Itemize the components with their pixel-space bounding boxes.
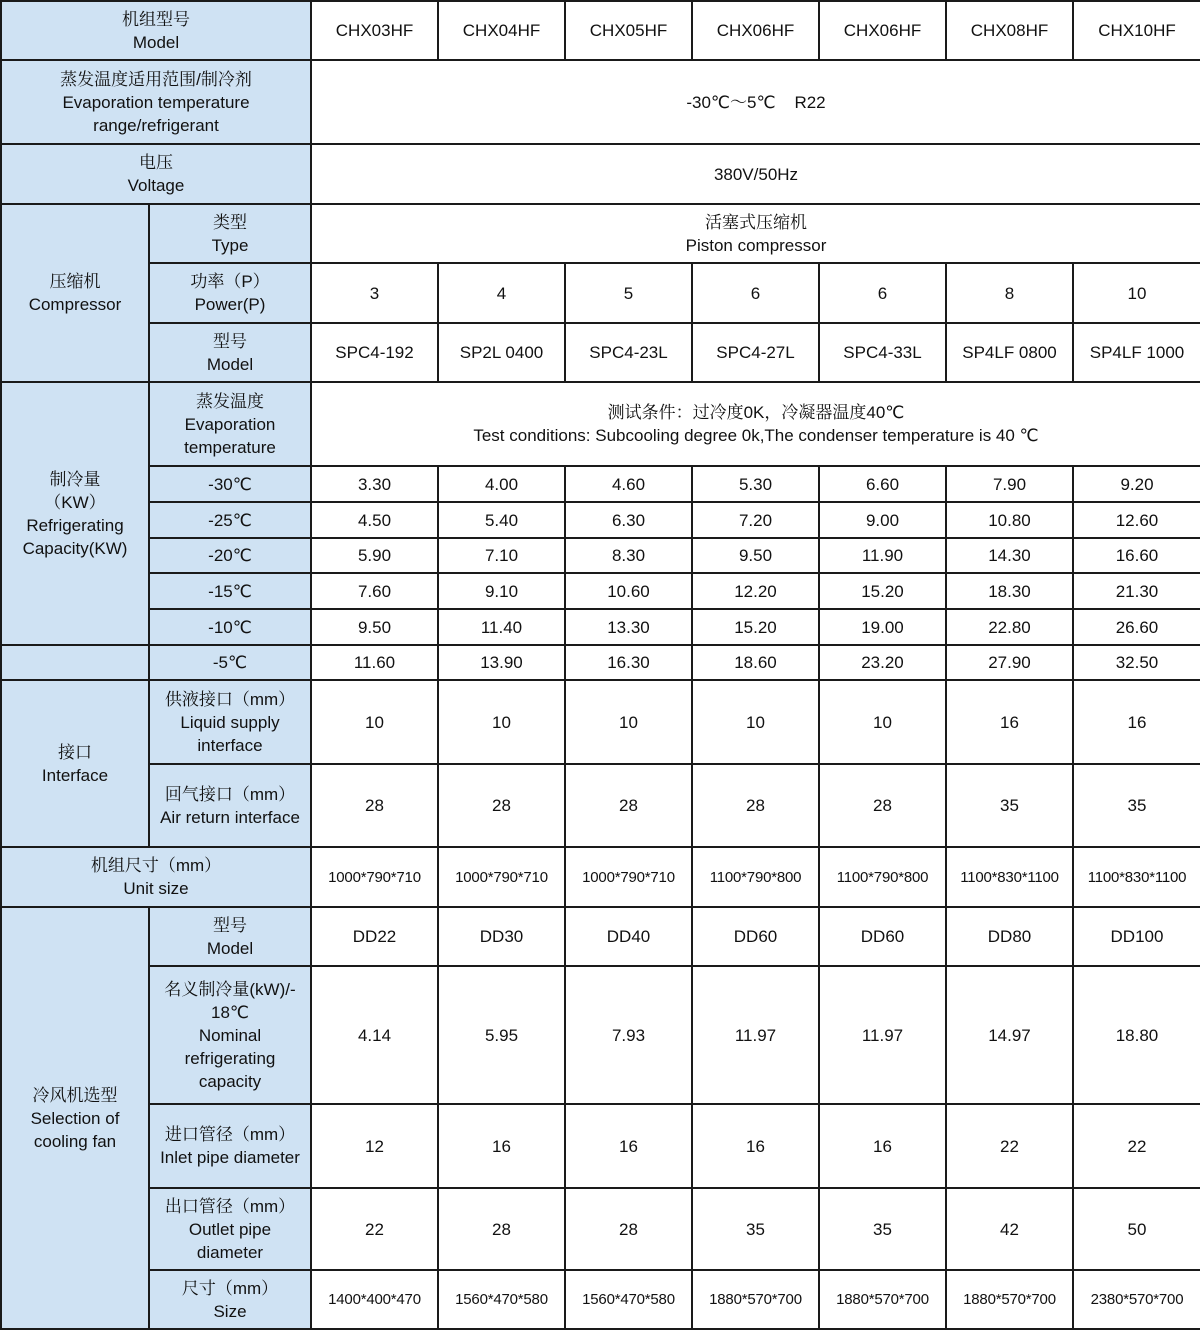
capacity-temp: -30℃ bbox=[149, 466, 311, 502]
liquid-supply-label: 供液接口（mm） Liquid supply interface bbox=[149, 680, 311, 764]
capacity-cell: 14.30 bbox=[946, 538, 1073, 573]
compressor-model-cell: SP4LF 0800 bbox=[946, 323, 1073, 382]
voltage-value: 380V/50Hz bbox=[311, 144, 1200, 204]
compressor-power-label: 功率（P） Power(P) bbox=[149, 263, 311, 323]
power-cell: 10 bbox=[1073, 263, 1200, 323]
capacity-cell: 9.00 bbox=[819, 502, 946, 538]
liquid-cell: 16 bbox=[946, 680, 1073, 764]
power-cell: 8 bbox=[946, 263, 1073, 323]
row-capacity bbox=[1, 466, 1200, 502]
unit-size-cell: 1100*830*1100 bbox=[946, 847, 1073, 907]
fan-model-cell: DD60 bbox=[819, 907, 946, 966]
row-interface-return bbox=[1, 764, 1200, 847]
fan-model-label: 型号 Model bbox=[149, 907, 311, 966]
compressor-model-cell: SP2L 0400 bbox=[438, 323, 565, 382]
capacity-cell: 9.50 bbox=[311, 609, 438, 645]
capacity-cell: 10.60 bbox=[565, 573, 692, 609]
unit-size-cell: 1100*790*800 bbox=[692, 847, 819, 907]
compressor-model-label: 型号 Model bbox=[149, 323, 311, 382]
model-col: CHX03HF bbox=[311, 1, 438, 60]
return-cell: 28 bbox=[311, 764, 438, 847]
row-fan-outlet bbox=[1, 1188, 1200, 1270]
capacity-cell: 9.20 bbox=[1073, 466, 1200, 502]
compressor-type-value: 活塞式压缩机 Piston compressor bbox=[311, 204, 1200, 263]
unit-size-label: 机组尺寸（mm） Unit size bbox=[1, 847, 311, 907]
liquid-cell: 10 bbox=[565, 680, 692, 764]
fan-size-cell: 1560*470*580 bbox=[438, 1270, 565, 1329]
row-compressor-power bbox=[1, 263, 1200, 323]
capacity-cell: 4.50 bbox=[311, 502, 438, 538]
capacity-cell: 10.80 bbox=[946, 502, 1073, 538]
row-compressor-type bbox=[1, 204, 1200, 263]
power-cell: 6 bbox=[692, 263, 819, 323]
unit-size-cell: 1000*790*710 bbox=[311, 847, 438, 907]
return-cell: 28 bbox=[438, 764, 565, 847]
inlet-cell: 16 bbox=[438, 1104, 565, 1188]
model-col: CHX06HF bbox=[692, 1, 819, 60]
row-capacity bbox=[1, 573, 1200, 609]
fan-size-label: 尺寸（mm） Size bbox=[149, 1270, 311, 1329]
inlet-cell: 16 bbox=[819, 1104, 946, 1188]
liquid-cell: 10 bbox=[438, 680, 565, 764]
capacity-cell: 5.30 bbox=[692, 466, 819, 502]
capacity-temp: -15℃ bbox=[149, 573, 311, 609]
row-capacity bbox=[1, 502, 1200, 538]
inlet-cell: 22 bbox=[946, 1104, 1073, 1188]
row-capacity bbox=[1, 538, 1200, 573]
outlet-cell: 35 bbox=[819, 1188, 946, 1270]
row-evap-range bbox=[1, 60, 1200, 144]
return-cell: 28 bbox=[819, 764, 946, 847]
return-cell: 35 bbox=[946, 764, 1073, 847]
model-label: 机组型号 Model bbox=[1, 1, 311, 60]
fan-size-cell: 2380*570*700 bbox=[1073, 1270, 1200, 1329]
capacity-cell: 7.10 bbox=[438, 538, 565, 573]
fan-model-cell: DD100 bbox=[1073, 907, 1200, 966]
liquid-cell: 10 bbox=[311, 680, 438, 764]
outlet-cell: 50 bbox=[1073, 1188, 1200, 1270]
capacity-cell: 11.40 bbox=[438, 609, 565, 645]
liquid-cell: 10 bbox=[819, 680, 946, 764]
capacity-cell: 16.30 bbox=[565, 645, 692, 680]
compressor-model-cell: SP4LF 1000 bbox=[1073, 323, 1200, 382]
capacity-temp: -25℃ bbox=[149, 502, 311, 538]
nominal-cell: 14.97 bbox=[946, 966, 1073, 1104]
outlet-cell: 28 bbox=[438, 1188, 565, 1270]
fan-size-cell: 1880*570*700 bbox=[946, 1270, 1073, 1329]
compressor-model-cell: SPC4-27L bbox=[692, 323, 819, 382]
nominal-cell: 7.93 bbox=[565, 966, 692, 1104]
row-unit-size bbox=[1, 847, 1200, 907]
capacity-cell: 12.60 bbox=[1073, 502, 1200, 538]
nominal-capacity-label: 名义制冷量(kW)/- 18℃ Nominal refrigerating capacity bbox=[149, 966, 311, 1104]
power-cell: 6 bbox=[819, 263, 946, 323]
compressor-label: 压缩机 Compressor bbox=[1, 204, 149, 382]
row-model bbox=[1, 1, 1200, 60]
model-col: CHX08HF bbox=[946, 1, 1073, 60]
capacity-cell: 3.30 bbox=[311, 466, 438, 502]
capacity-cell: 5.90 bbox=[311, 538, 438, 573]
evap-range-value: -30℃～5℃ R22 bbox=[311, 60, 1200, 144]
fan-model-cell: DD22 bbox=[311, 907, 438, 966]
fan-model-cell: DD30 bbox=[438, 907, 565, 966]
nominal-cell: 11.97 bbox=[692, 966, 819, 1104]
capacity-cell: 7.20 bbox=[692, 502, 819, 538]
capacity-cell: 9.10 bbox=[438, 573, 565, 609]
model-col: CHX05HF bbox=[565, 1, 692, 60]
capacity-cell: 18.60 bbox=[692, 645, 819, 680]
unit-size-cell: 1000*790*710 bbox=[565, 847, 692, 907]
capacity-cell: 4.60 bbox=[565, 466, 692, 502]
capacity-cell: 7.60 bbox=[311, 573, 438, 609]
capacity-cell: 6.30 bbox=[565, 502, 692, 538]
capacity-cell: 26.60 bbox=[1073, 609, 1200, 645]
outlet-cell: 35 bbox=[692, 1188, 819, 1270]
unit-size-cell: 1000*790*710 bbox=[438, 847, 565, 907]
capacity-cell: 8.30 bbox=[565, 538, 692, 573]
outlet-pipe-label: 出口管径（mm） Outlet pipe diameter bbox=[149, 1188, 311, 1270]
evap-temp-label: 蒸发温度 Evaporation temperature bbox=[149, 382, 311, 466]
model-col: CHX06HF bbox=[819, 1, 946, 60]
capacity-cell: 19.00 bbox=[819, 609, 946, 645]
inlet-pipe-label: 进口管径（mm） Inlet pipe diameter bbox=[149, 1104, 311, 1188]
evap-range-label: 蒸发温度适用范围/制冷剂 Evaporation temperature range/refrigerant bbox=[1, 60, 311, 144]
fan-model-cell: DD40 bbox=[565, 907, 692, 966]
inlet-cell: 16 bbox=[692, 1104, 819, 1188]
fan-size-cell: 1880*570*700 bbox=[819, 1270, 946, 1329]
capacity-cell: 15.20 bbox=[819, 573, 946, 609]
capacity-cell: 23.20 bbox=[819, 645, 946, 680]
capacity-cell: 5.40 bbox=[438, 502, 565, 538]
capacity-cell: 22.80 bbox=[946, 609, 1073, 645]
compressor-model-cell: SPC4-33L bbox=[819, 323, 946, 382]
interface-label: 接口 Interface bbox=[1, 680, 149, 847]
row-compressor-model bbox=[1, 323, 1200, 382]
capacity-cell: 13.30 bbox=[565, 609, 692, 645]
row-capacity bbox=[1, 645, 1200, 680]
power-cell: 5 bbox=[565, 263, 692, 323]
capacity-cell: 6.60 bbox=[819, 466, 946, 502]
fan-size-cell: 1400*400*470 bbox=[311, 1270, 438, 1329]
capacity-cell: 7.90 bbox=[946, 466, 1073, 502]
outlet-cell: 28 bbox=[565, 1188, 692, 1270]
row-interface-liquid bbox=[1, 680, 1200, 764]
capacity-cell: 9.50 bbox=[692, 538, 819, 573]
capacity-cell: 18.30 bbox=[946, 573, 1073, 609]
model-col: CHX04HF bbox=[438, 1, 565, 60]
capacity-temp: -20℃ bbox=[149, 538, 311, 573]
nominal-cell: 4.14 bbox=[311, 966, 438, 1104]
liquid-cell: 16 bbox=[1073, 680, 1200, 764]
power-cell: 3 bbox=[311, 263, 438, 323]
row-capacity-conditions bbox=[1, 382, 1200, 466]
fan-model-cell: DD80 bbox=[946, 907, 1073, 966]
outlet-cell: 22 bbox=[311, 1188, 438, 1270]
unit-size-cell: 1100*830*1100 bbox=[1073, 847, 1200, 907]
capacity-cell: 13.90 bbox=[438, 645, 565, 680]
capacity-cell: 11.90 bbox=[819, 538, 946, 573]
row-fan-model bbox=[1, 907, 1200, 966]
capacity-temp: -10℃ bbox=[149, 609, 311, 645]
inlet-cell: 16 bbox=[565, 1104, 692, 1188]
fan-model-cell: DD60 bbox=[692, 907, 819, 966]
outlet-cell: 42 bbox=[946, 1188, 1073, 1270]
nominal-cell: 11.97 bbox=[819, 966, 946, 1104]
compressor-model-cell: SPC4-192 bbox=[311, 323, 438, 382]
capacity-cell: 16.60 bbox=[1073, 538, 1200, 573]
row-fan-inlet bbox=[1, 1104, 1200, 1188]
capacity-cell: 27.90 bbox=[946, 645, 1073, 680]
voltage-label: 电压 Voltage bbox=[1, 144, 311, 204]
capacity-cell: 15.20 bbox=[692, 609, 819, 645]
capacity-cell: 11.60 bbox=[311, 645, 438, 680]
fan-size-cell: 1560*470*580 bbox=[565, 1270, 692, 1329]
inlet-cell: 12 bbox=[311, 1104, 438, 1188]
capacity-empty-cell bbox=[1, 645, 149, 680]
capacity-cell: 32.50 bbox=[1073, 645, 1200, 680]
return-cell: 35 bbox=[1073, 764, 1200, 847]
capacity-cell: 21.30 bbox=[1073, 573, 1200, 609]
power-cell: 4 bbox=[438, 263, 565, 323]
fan-size-cell: 1880*570*700 bbox=[692, 1270, 819, 1329]
unit-size-cell: 1100*790*800 bbox=[819, 847, 946, 907]
row-voltage bbox=[1, 144, 1200, 204]
cooling-fan-label: 冷风机选型 Selection of cooling fan bbox=[1, 907, 149, 1329]
nominal-cell: 18.80 bbox=[1073, 966, 1200, 1104]
row-capacity bbox=[1, 609, 1200, 645]
row-fan-nominal bbox=[1, 966, 1200, 1104]
capacity-temp: -5℃ bbox=[149, 645, 311, 680]
capacity-cell: 4.00 bbox=[438, 466, 565, 502]
air-return-label: 回气接口（mm） Air return interface bbox=[149, 764, 311, 847]
return-cell: 28 bbox=[692, 764, 819, 847]
liquid-cell: 10 bbox=[692, 680, 819, 764]
compressor-type-label: 类型 Type bbox=[149, 204, 311, 263]
capacity-cell: 12.20 bbox=[692, 573, 819, 609]
compressor-model-cell: SPC4-23L bbox=[565, 323, 692, 382]
capacity-label: 制冷量 （KW） Refrigerating Capacity(KW) bbox=[1, 382, 149, 645]
nominal-cell: 5.95 bbox=[438, 966, 565, 1104]
return-cell: 28 bbox=[565, 764, 692, 847]
row-fan-size bbox=[1, 1270, 1200, 1329]
inlet-cell: 22 bbox=[1073, 1104, 1200, 1188]
test-conditions: 测试条件：过冷度0K，冷凝器温度40℃ Test conditions: Subcooling degree 0k,The condenser temperature is 40 ℃ bbox=[311, 382, 1200, 466]
model-col: CHX10HF bbox=[1073, 1, 1200, 60]
